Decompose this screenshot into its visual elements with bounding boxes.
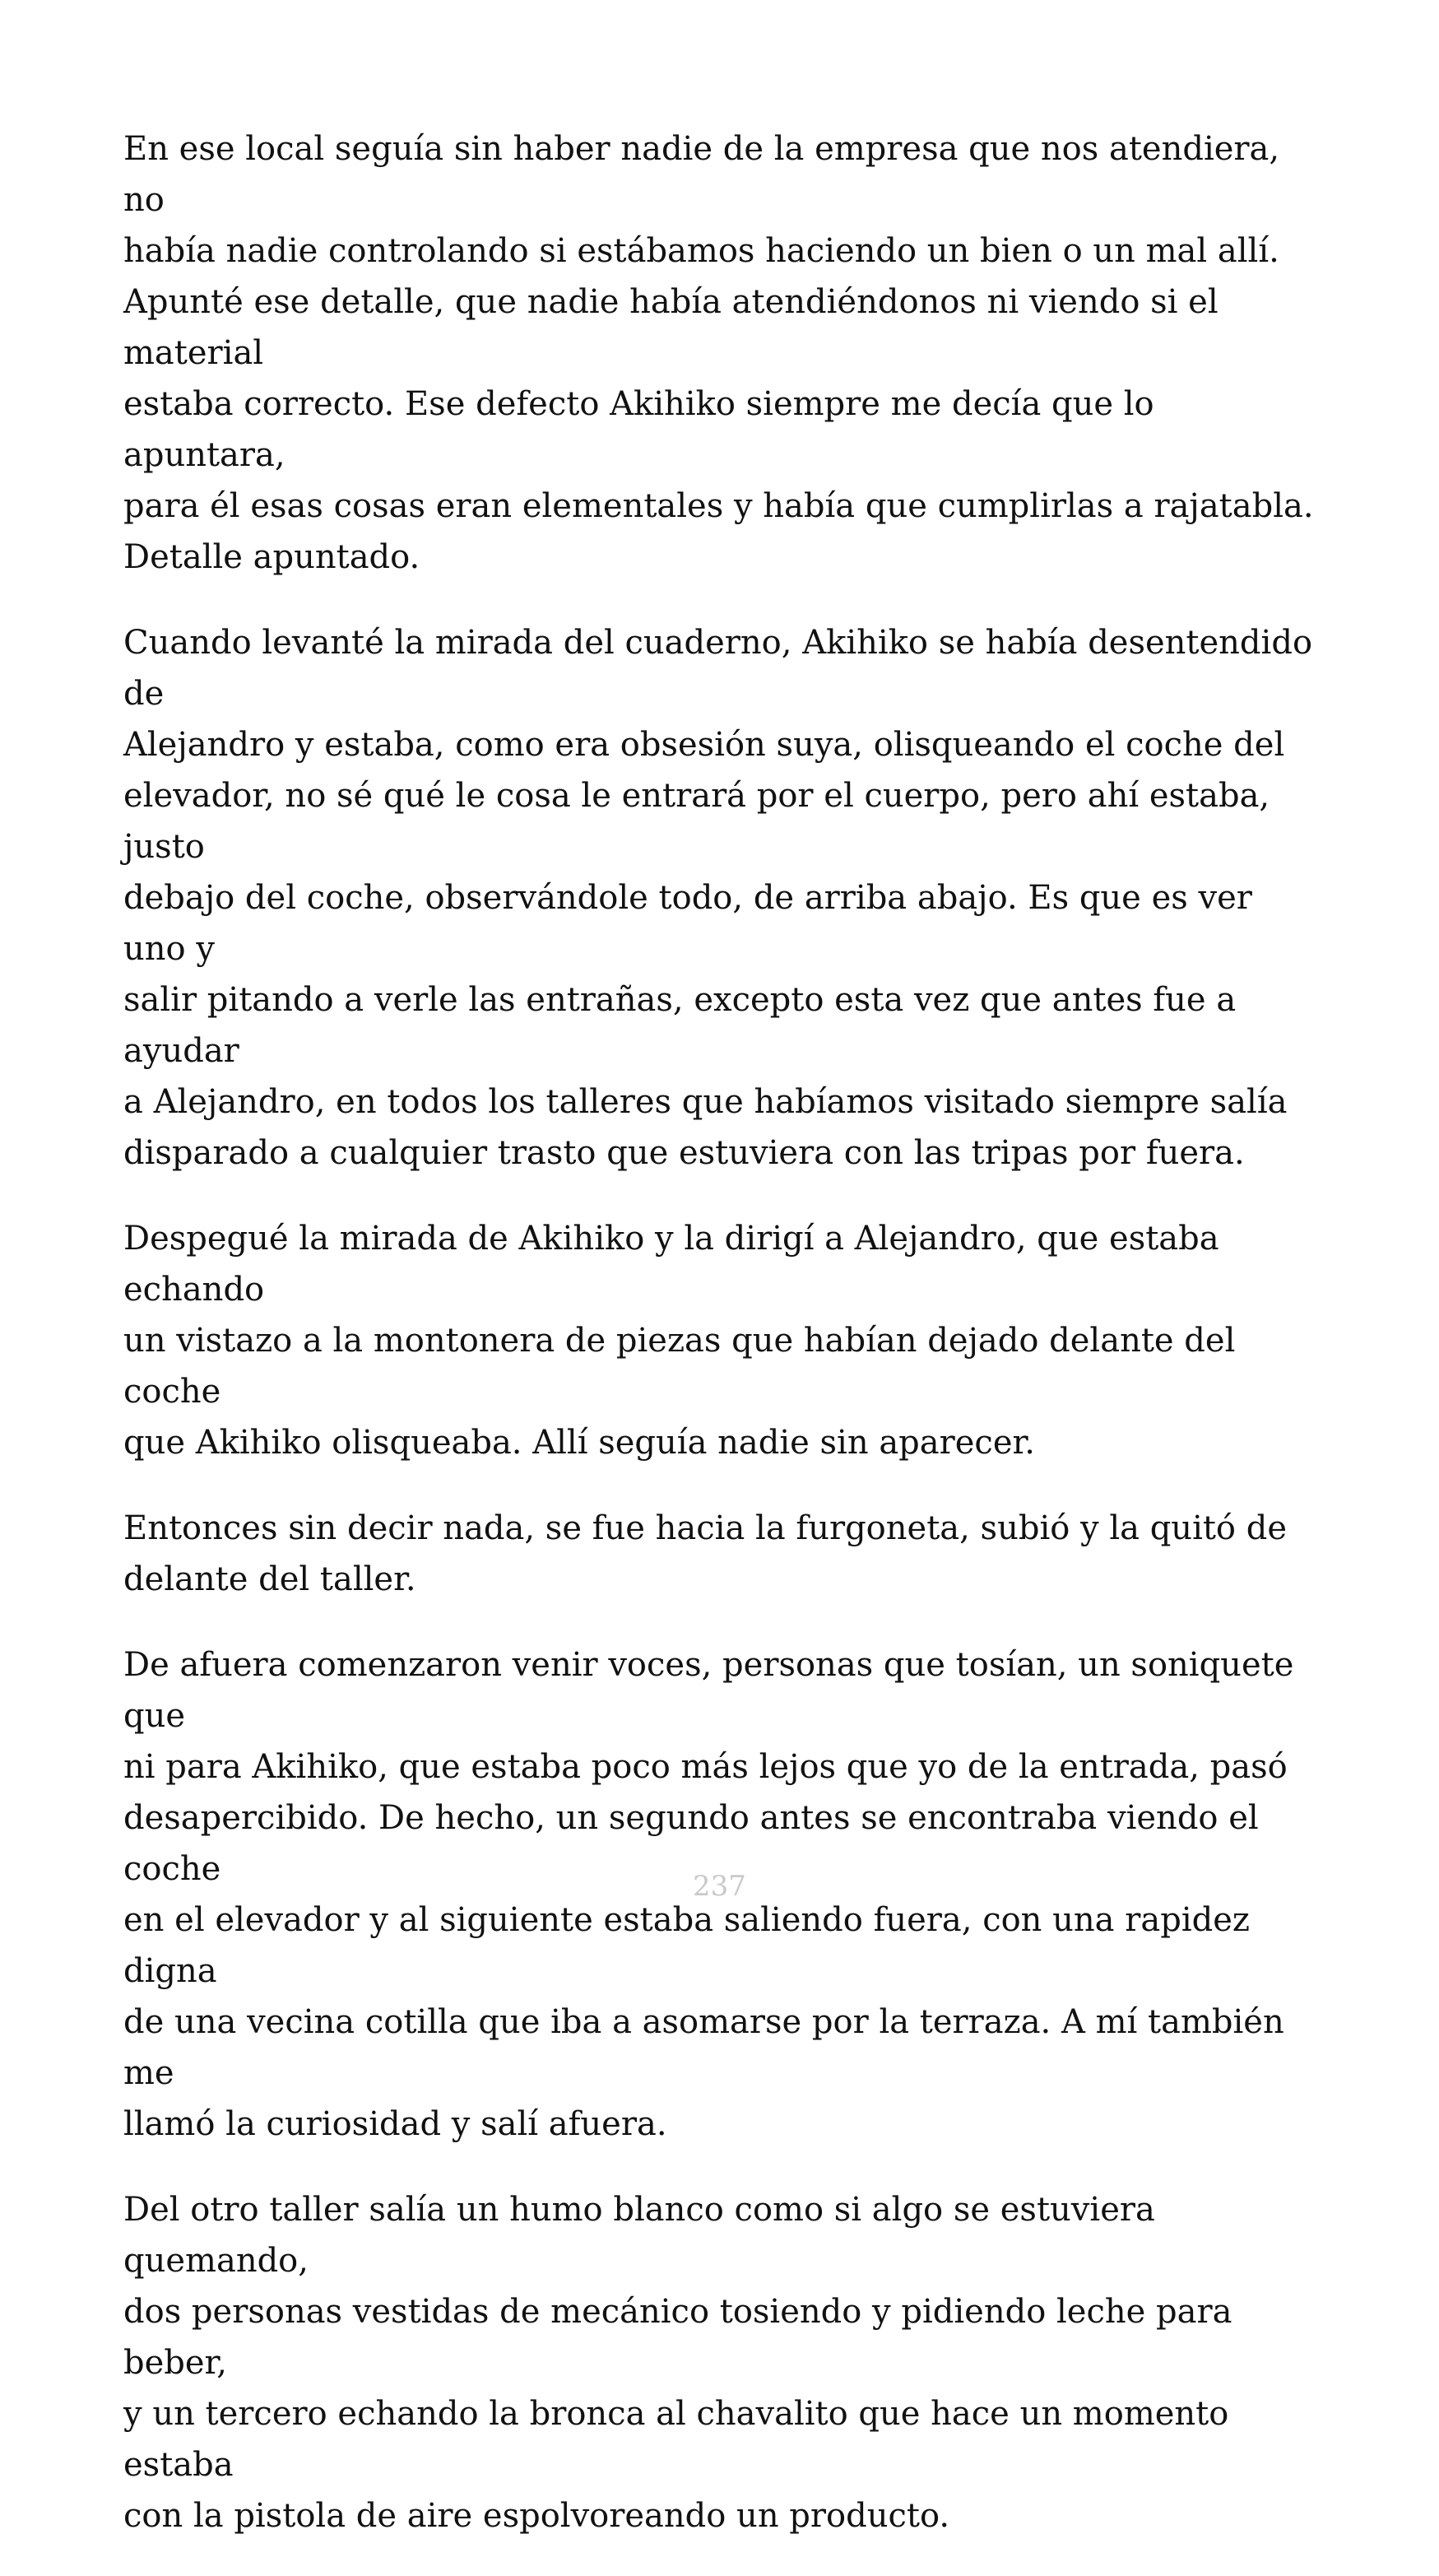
paragraph-6: Del otro taller salía un humo blanco como si algo se estuviera quemando, dos personas vestidas de mecánico tosiendo y pidiendo leche para beber, y un tercero echando la bronca al chavalito que hace un momento estaba con la pistola de aire espolvoreando un producto. xyxy=(123,2191,1232,2535)
paragraph-1: En ese local seguía sin haber nadie de la empresa que nos atendiera, no había nadie controlando si estábamos haciendo un bien o un mal allí. Apunté ese detalle, que nadie había atendiéndonos ni viendo si el material estaba correcto. Ese defecto Akihiko siempre me decía que lo apuntara, para él esas cosas eran elementales y había que cumplirlas a rajatabla. Detalle apuntado. xyxy=(123,130,1314,576)
paragraph-3: Despegué la mirada de Akihiko y la dirigí a Alejandro, que estaba echando un vistazo a la montonera de piezas que habían dejado delante del coche que Akihiko olisqueaba. Allí seguía nadie sin aparecer. xyxy=(123,1220,1236,1462)
paragraph-2: Cuando levanté la mirada del cuaderno, Akihiko se había desentendido de Alejandro y estaba, como era obsesión suya, olisqueando el coche del elevador, no sé qué le cosa le entrará por el cuerpo, pero ahí estaba, justo debajo del coche, observándole todo, de arriba abajo. Es que es ver uno y salir pitando a verle las entrañas, excepto esta vez que antes fue a ayudar a Alejandro, en todos los talleres que habíamos visitado siempre salía disparado a cualquier trasto que estuviera con las tripas por fuera. xyxy=(123,624,1313,1172)
paragraph-5: De afuera comenzaron venir voces, personas que tosían, un soniquete que ni para Akihiko, que estaba poco más lejos que yo de la entrada, pasó desapercibido. De hecho, un segundo antes se encontraba viendo el coche en el elevador y al siguiente estaba saliendo fuera, con una rapidez digna de una vecina cotilla que iba a asomarse por la terraza. A mí también me llamó la curiosidad y salí afuera. xyxy=(123,1646,1294,2143)
body-text xyxy=(123,123,1325,2576)
page-number: 237 xyxy=(693,1870,746,1903)
paragraph-4: Entonces sin decir nada, se fue hacia la furgoneta, subió y la quitó de delante del taller. xyxy=(123,1509,1288,1598)
